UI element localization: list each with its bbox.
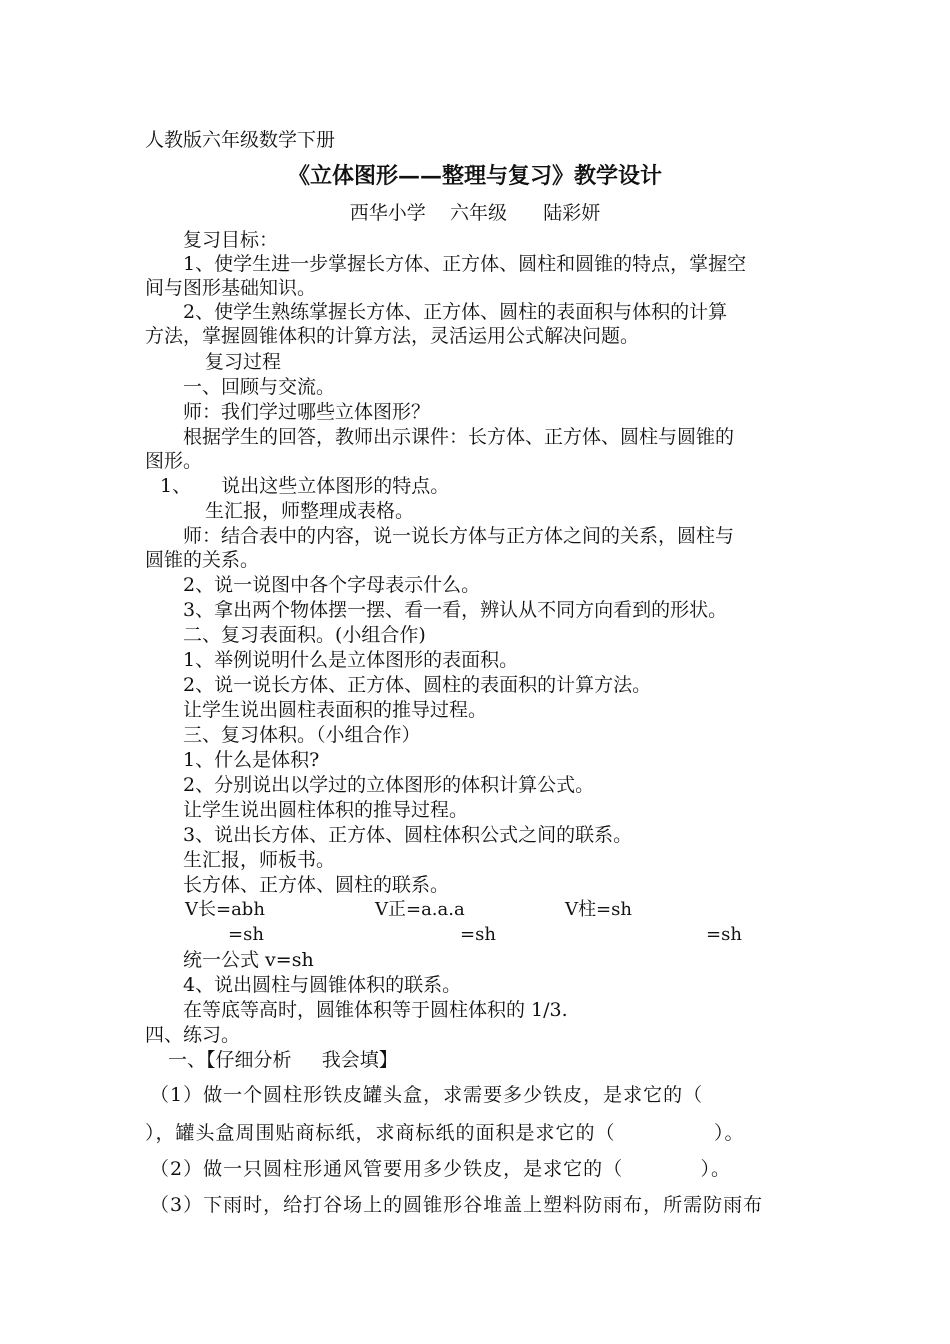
exercise-3: （3）下雨时，给打谷场上的圆锥形谷堆盖上塑料防雨布，所需防雨布: [150, 1194, 764, 1216]
text-line: 根据学生的回答，教师出示课件：长方体、正方体、圆柱与圆锥的: [183, 426, 735, 448]
text-line: 2、分别说出以学过的立体图形的体积计算公式。: [183, 774, 595, 796]
text-line: 1、什么是体积?: [183, 749, 320, 771]
exercise-heading: 一、【仔细分析 我会填】: [168, 1049, 398, 1071]
header-text: 人教版六年级数学下册: [145, 129, 336, 151]
formula-sh-3: =sh: [706, 924, 742, 945]
text-line: 4、说出圆柱与圆锥体积的联系。: [183, 974, 462, 996]
text-line: 2、说一说长方体、正方体、圆柱的表面积的计算方法。: [183, 674, 652, 696]
section-2-heading: 二、复习表面积。(小组合作): [183, 624, 426, 646]
text-line: 3、说出长方体、正方体、圆柱体积公式之间的联系。: [183, 824, 633, 846]
formula-cube: V正=a.a.a: [375, 899, 465, 920]
text-line: 让学生说出圆柱体积的推导过程。: [183, 799, 469, 821]
text-line: 1、 说出这些立体图形的特点。: [160, 475, 450, 497]
text-line: 师：结合表中的内容，说一说长方体与正方体之间的关系，圆柱与: [183, 525, 735, 547]
goals-heading: 复习目标：: [183, 229, 279, 251]
formula-sh-2: =sh: [460, 924, 496, 945]
exercise-2: （2）做一只圆柱形通风管要用多少铁皮，是求它的（ ）。: [150, 1158, 732, 1180]
text-line: 师：我们学过哪些立体图形？: [183, 401, 431, 423]
section-3-heading: 三、复习体积。（小组合作）: [183, 724, 421, 746]
text-line: 生汇报，师板书。: [183, 849, 336, 871]
text-line: 在等底等高时，圆锥体积等于圆柱体积的 1/3.: [183, 999, 568, 1021]
goal-1-line-2: 间与图形基础知识。: [145, 277, 317, 299]
goal-2-line-1: 2、使学生熟练掌握长方体、正方体、圆柱的表面积与体积的计算: [183, 301, 728, 323]
section-4-heading: 四、练习。: [145, 1024, 241, 1046]
formula-sh-1: =sh: [228, 924, 264, 945]
text-line: 生汇报，师整理成表格。: [205, 500, 415, 522]
process-heading: 复习过程: [205, 351, 282, 373]
formula-cuboid: V长=abh: [185, 899, 265, 920]
text-line: 1、举例说明什么是立体图形的表面积。: [183, 649, 519, 671]
text-line: 图形。: [145, 450, 203, 472]
formula-cylinder: V柱=sh: [565, 899, 632, 920]
document-title: 《立体图形——整理与复习》教学设计: [287, 163, 662, 189]
text-line: 长方体、正方体、圆柱的联系。: [183, 874, 450, 896]
unified-formula: 统一公式 v=sh: [183, 949, 314, 971]
goal-2-line-2: 方法，掌握圆锥体积的计算方法，灵活运用公式解决问题。: [145, 325, 640, 347]
text-line: 2、说一说图中各个字母表示什么。: [183, 574, 481, 596]
text-line: 让学生说出圆柱表面积的推导过程。: [183, 699, 488, 721]
text-line: 圆锥的关系。: [145, 549, 260, 571]
exercise-1-line-2: ），罐头盒周围贴商标纸，求商标纸的面积是求它的（ ）。: [145, 1122, 745, 1144]
goal-1-line-1: 1、使学生进一步掌握长方体、正方体、圆柱和圆锥的特点，掌握空: [183, 253, 747, 275]
section-1-heading: 一、回顾与交流。: [183, 376, 336, 398]
author-line: 西华小学 六年级 陆彩妍: [349, 202, 601, 224]
exercise-1-line-1: （1）做一个圆柱形铁皮罐头盒，求需要多少铁皮，是求它的（: [150, 1084, 704, 1106]
text-line: 3、拿出两个物体摆一摆、看一看，辨认从不同方向看到的形状。: [183, 599, 728, 621]
